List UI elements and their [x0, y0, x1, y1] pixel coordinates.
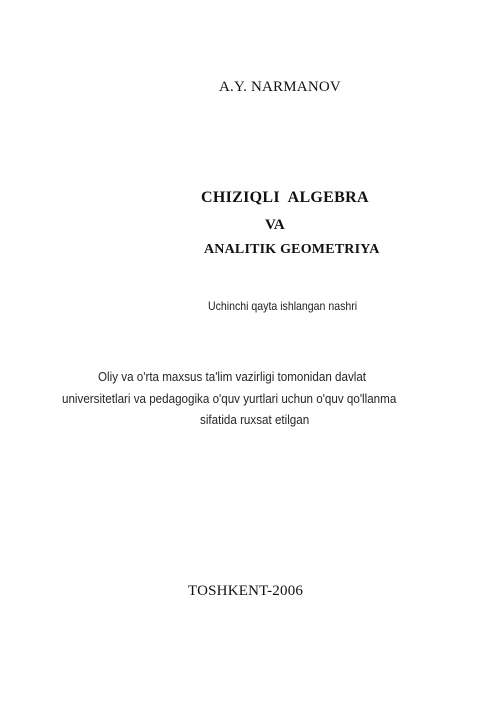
approval-line-3: sifatida ruxsat etilgan: [200, 413, 310, 427]
book-title-line-2: VA: [265, 217, 285, 233]
approval-line-2: universitetlari va pedagogika o'quv yurtlari uchun o'quv qo'llanma: [62, 392, 397, 406]
publication-place-year: TOSHKENT-2006: [188, 583, 304, 599]
approval-line-1: Oliy va o'rta maxsus ta'lim vazirligi tomonidan davlat: [98, 370, 367, 384]
book-title-line-3: ANALITIK GEOMETRIYA: [204, 242, 380, 257]
edition-note: Uchinchi qayta ishlangan nashri: [208, 299, 358, 313]
book-title-line-1: CHIZIQLI ALGEBRA: [201, 189, 369, 206]
author-name: A.Y. NARMANOV: [219, 79, 341, 95]
